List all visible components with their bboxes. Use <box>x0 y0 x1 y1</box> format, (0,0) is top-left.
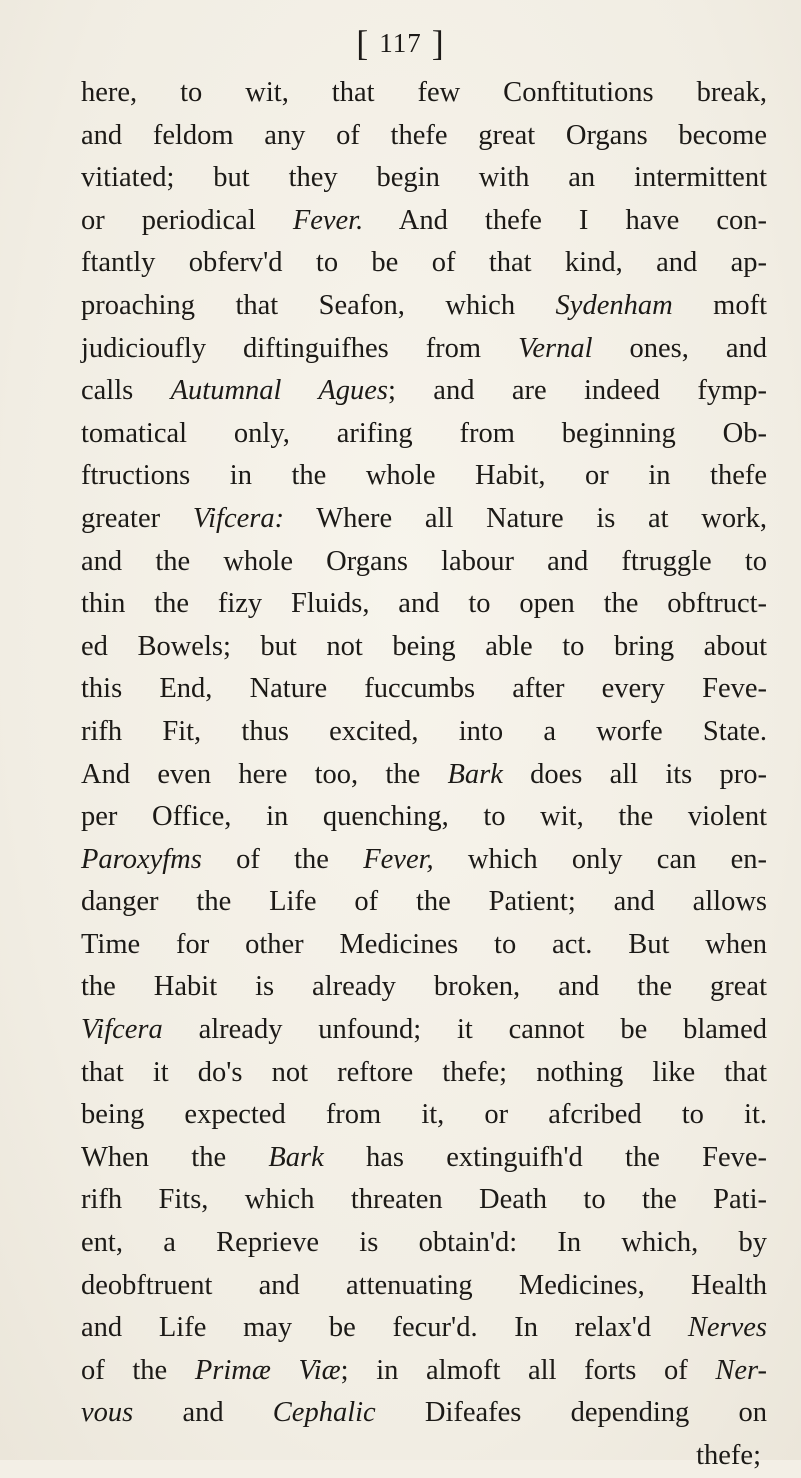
text-line <box>81 796 767 839</box>
text-line <box>81 966 767 1009</box>
italic-text: Nerves <box>687 1312 767 1344</box>
text-line <box>81 839 767 882</box>
text-run: Difeafes depending on <box>375 1397 767 1429</box>
text-line <box>81 583 767 626</box>
text-line <box>81 626 767 669</box>
text-run: ent, a Reprieve is obtain'd: In which, by <box>81 1227 767 1259</box>
text-line <box>81 328 767 371</box>
text-line <box>81 455 767 498</box>
text-line <box>81 1009 767 1052</box>
text-run: and <box>133 1397 273 1429</box>
italic-text: Paroxyfms <box>81 843 202 875</box>
text-run: and the whole Organs labour and ftruggle to <box>81 545 767 577</box>
text-line <box>81 498 767 541</box>
text-line <box>81 285 767 328</box>
text-run: rifh Fit, thus excited, into a worfe State. <box>81 715 767 747</box>
text-line <box>81 242 767 285</box>
italic-text: Fever. <box>292 204 364 236</box>
text-run: which only can en- <box>433 843 768 875</box>
text-line <box>81 1222 767 1265</box>
text-line <box>81 1307 767 1350</box>
text-run: here, to wit, that few Conftitutions break, <box>81 77 767 108</box>
italic-text: Ner- <box>715 1354 768 1386</box>
text-run: ones, and <box>592 332 768 364</box>
text-line <box>81 1179 767 1222</box>
italic-text: Autumnal Agues <box>170 375 388 407</box>
text-run: And thefe I have con- <box>363 204 767 236</box>
text-run: tomatical only, arifing from beginning Ob- <box>81 417 767 449</box>
text-run: proaching that Seafon, which <box>81 289 556 321</box>
italic-text: Vifcera <box>81 1014 163 1046</box>
text-run: ; and are indeed fymp- <box>387 375 768 407</box>
text-line <box>81 881 767 924</box>
text-run: ftructions in the whole Habit, or in thefe <box>81 460 767 492</box>
text-line <box>81 1350 767 1393</box>
text-run: and feldom any of thefe great Organs become <box>81 119 767 151</box>
text-line <box>81 200 767 243</box>
text-run: the Habit is already broken, and the great <box>81 971 767 1003</box>
text-run: already unfound; it cannot be blamed <box>162 1014 767 1046</box>
text-run: danger the Life of the Patient; and allows <box>81 886 767 918</box>
text-line <box>81 1052 767 1095</box>
page-number-value: 117 <box>379 28 422 58</box>
text-line <box>81 924 767 967</box>
text-run: of the <box>201 843 364 875</box>
text-run: that it do's not reftore thefe; nothing like that <box>81 1056 767 1088</box>
text-line <box>81 541 767 584</box>
text-run: deobftruent and attenuating Medicines, Health <box>81 1269 767 1301</box>
text-run: judicioufly diftinguifhes from <box>81 332 519 364</box>
text-run: greater <box>81 502 193 534</box>
text-line <box>81 157 767 200</box>
text-run: Time for other Medicines to act. But when <box>81 928 767 960</box>
text-line <box>81 1137 767 1180</box>
text-run: ftantly obferv'd to be of that kind, and ap- <box>81 247 767 279</box>
italic-text: Bark <box>268 1141 324 1173</box>
catchword: thefe; <box>696 1440 761 1471</box>
text-line <box>81 1265 767 1308</box>
text-run: has extinguifh'd the Feve- <box>323 1141 767 1173</box>
text-run: per Office, in quenching, to wit, the violent <box>81 801 767 833</box>
italic-text: Cephalic <box>272 1397 376 1429</box>
text-run: And even here too, the <box>81 758 448 790</box>
body-text <box>81 72 767 1478</box>
italic-text: Primæ Viæ <box>194 1354 341 1386</box>
text-line <box>81 754 767 797</box>
text-run: does all its pro- <box>502 758 767 790</box>
text-line <box>81 413 767 456</box>
text-run: being expected from it, or afcribed to it. <box>81 1099 767 1131</box>
text-run: moft <box>672 289 767 321</box>
text-run: rifh Fits, which threaten Death to the Pati- <box>81 1184 767 1216</box>
page-number: [ 117 ] <box>356 23 445 63</box>
text-run: calls <box>81 375 171 407</box>
text-run: of the <box>81 1354 195 1386</box>
text-run: this End, Nature fuccumbs after every Feve- <box>81 673 767 705</box>
italic-text: Sydenham <box>555 289 673 321</box>
text-run: Where all Nature is at work, <box>284 502 767 534</box>
italic-text: Fever, <box>363 843 434 875</box>
italic-text: Vernal <box>518 332 593 364</box>
text-line <box>81 72 767 115</box>
text-line <box>81 668 767 711</box>
text-run: ; in almoft all forts of <box>340 1354 716 1386</box>
text-run: When the <box>81 1141 269 1173</box>
text-run: vitiated; but they begin with an intermittent <box>81 162 767 194</box>
text-run: or periodical <box>81 204 293 236</box>
text-line <box>81 115 767 158</box>
text-line <box>81 711 767 754</box>
text-run: and Life may be fecur'd. In relax'd <box>81 1312 688 1344</box>
text-line <box>81 1392 767 1435</box>
text-run: ed Bowels; but not being able to bring about <box>81 630 767 662</box>
italic-text: vous <box>81 1397 134 1429</box>
text-run: thin the fizy Fluids, and to open the obftruct- <box>81 588 767 620</box>
text-line <box>81 1094 767 1137</box>
text-line <box>81 370 767 413</box>
italic-text: Bark <box>447 758 503 790</box>
italic-text: Vifcera: <box>192 502 285 534</box>
